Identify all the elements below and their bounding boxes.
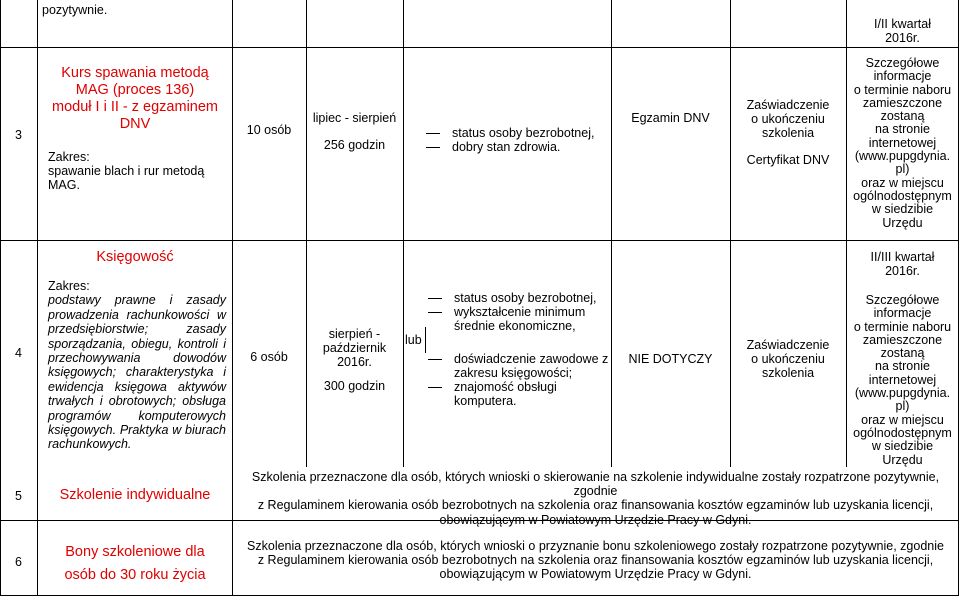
info-line: zostaną [880,346,925,361]
row-border [0,240,959,241]
info-line: informacje [873,306,932,321]
info-line: w siedzibie [871,202,934,217]
row-number: 6 [15,555,22,569]
row-border [0,595,959,596]
info-line: na stronie [875,359,930,374]
info-line: informacje [873,69,932,84]
period-line: październik [322,341,387,356]
scope-line: prowadzenia rachunkowości w [48,307,226,322]
scope-line: przedsiębiorstwie; zasady [48,322,226,337]
course-title-line: DNV [119,116,151,132]
participants-count: 10 osób [246,123,292,137]
description-line: Szkolenia przeznaczone dla osób, których wnioski o przyznanie bonu szkoleniowego zostały rozpatrzone pozytywnie, zgodnie [247,539,944,553]
scope-label: Zakres: [48,150,90,164]
row-number: 4 [15,346,22,360]
info-line: w siedzibie [871,439,934,454]
or-label: lub [405,333,422,347]
course-title [40,541,230,587]
course-title: Księgowość [96,249,174,265]
scope-line: księgowych. Praktyka w biurach [48,423,226,438]
scope-line: rachunkowych. [48,437,132,452]
requirements-list [424,126,609,154]
requirement-item: znajomość obsługi [426,380,610,394]
requirement-item: dobry stan zdrowia. [424,140,609,154]
requirement-continuation: komputera. [454,394,517,409]
info-line: Szczegółowe [865,56,940,70]
scope-line: podstawy prawne i zasady [48,293,226,308]
scope-line: programów komputerowych [48,408,226,423]
info-line: o terminie naboru [853,82,952,97]
info-line: zamieszczone [862,332,943,347]
scope-line: przechowywania dowodów [48,351,226,366]
certificate [730,338,846,381]
training-description [233,470,958,527]
recruitment-info [847,57,958,230]
quarter-line: 2016r. [885,264,920,279]
course-title-line: Kurs spawania metodą [61,65,209,81]
scope-line: spawanie blach i rur metodą [48,164,205,179]
info-line: oraz w miejscu [861,175,944,190]
quarter-label [847,250,958,278]
column-border [730,0,731,467]
scope-line: MAG. [48,178,80,193]
certificate-dnv: Certyfikat DNV [746,153,830,167]
course-scope [48,150,204,193]
requirement-continuation: średnie ekonomiczne, [454,319,576,334]
column-border [37,0,38,596]
exam-type: NIE DOTYCZY [628,352,713,366]
info-line: ogólnodostępnym [853,188,952,203]
scope-line: trwałych i obrotowych; obsługa [48,394,226,409]
info-line: internetowej [868,372,937,387]
info-line: zamieszczone [862,95,943,110]
column-border [306,0,307,467]
row-number: 5 [15,489,22,503]
certificate-line: o ukończeniu [751,352,825,367]
description-line: z Regulaminem kierowania osób bezrobotnych na szkolenia oraz finansowania kosztów egzaminów lub uzyskania licencji, [257,498,934,513]
course-title-line: Bony szkoleniowe dla [65,544,205,560]
certificate-line: szkolenia [761,126,815,141]
description-line: Szkolenia przeznaczone dla osób, których wnioski o skierowanie na szkolenie indywidualne zostały rozpatrzone pozytywnie, zgodnie [251,470,940,499]
scope-label: Zakres: [48,279,90,293]
info-line: zostaną [880,109,925,124]
period-line: 2016r. [337,355,372,370]
course-hours: 300 godzin [323,379,386,393]
exam-type: Egzamin DNV [631,111,710,125]
continued-text: pozytywnie. [42,3,108,17]
quarter-line: 2016r. [885,31,920,46]
course-title: Szkolenie indywidualne [59,487,211,503]
course-title-line: osób do 30 roku życia [64,567,206,583]
certificate-line: Zaświadczenie [746,338,830,352]
row-number: 3 [15,128,22,142]
row-border [0,47,959,48]
info-line: oraz w miejscu [861,412,944,427]
course-hours: 256 godzin [323,138,386,152]
quarter-label [847,17,958,45]
info-line: o terminie naboru [853,319,952,334]
info-line: Urzędu [882,215,923,230]
course-title-line: moduł I i II - z egzaminem [52,99,218,115]
certificate [730,98,846,141]
quarter-line: I/II kwartał [874,17,931,31]
quarter-line: II/III kwartał [870,250,935,264]
info-line: Szczegółowe [865,293,940,307]
info-line: (www.pupgdynia. [854,386,951,401]
training-description [233,539,958,582]
info-line: (www.pupgdynia. [854,149,951,164]
participants-count: 6 osób [250,350,288,364]
info-line: na stronie [875,122,930,137]
info-line: pl) [895,399,910,414]
certificate-line: szkolenia [761,366,815,381]
column-border [611,0,612,467]
info-line: internetowej [868,135,937,150]
requirement-item: doświadczenie zawodowe z [426,352,610,366]
info-line: pl) [895,162,910,177]
column-border [0,0,1,596]
course-scope [48,279,226,452]
course-title [40,65,230,133]
scope-line: ewidencja księgowa aktywów [48,379,226,394]
description-line: obowiązującym w Powiatowym Urzędzie Pracy w Gdyni. [439,567,752,582]
period-line: sierpień - [328,327,381,341]
requirement-item: wykształcenie minimum [426,305,610,319]
certificate-line: o ukończeniu [751,112,825,127]
course-period [306,327,403,370]
certificate-line: Zaświadczenie [746,98,830,112]
description-line: z Regulaminem kierowania osób bezrobotnych na szkolenia oraz finansowania kosztów egzaminów lub uzyskania licencji, [257,553,934,568]
info-line: Urzędu [882,452,923,467]
column-border [403,0,404,467]
requirements-list [426,291,610,408]
description-line: obowiązującym w Powiatowym Urzędzie Pracy w Gdyni. [439,512,752,527]
recruitment-info [847,294,958,467]
scope-line: sporządzania, obiegu, kontroli i [48,336,226,351]
course-title-line: MAG (proces 136) [75,82,195,98]
requirement-continuation: zakresu księgowości; [454,365,573,380]
info-line: ogólnodostępnym [853,425,952,440]
scope-line: księgowych; charakterystyka i [48,365,226,380]
requirement-item: status osoby bezrobotnej, [424,126,609,140]
course-period: lipiec - sierpień [312,111,397,125]
requirement-item: status osoby bezrobotnej, [426,291,610,305]
